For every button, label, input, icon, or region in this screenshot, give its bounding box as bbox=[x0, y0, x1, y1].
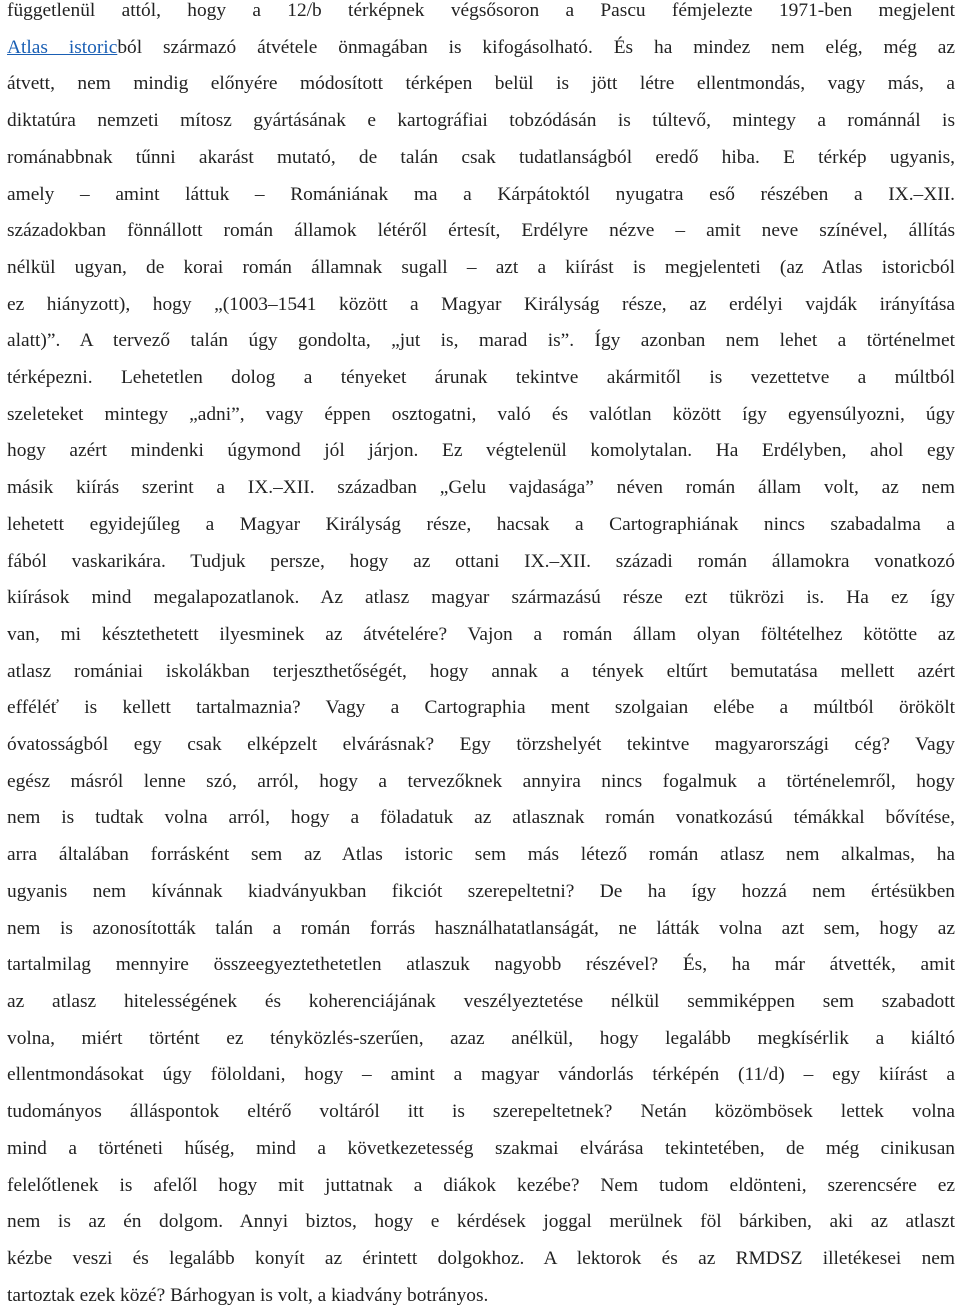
text-line: ellentmondásokat úgy föloldani, hogy – amint a magyar vándorlás térképén (11/d) – egy kiírást a bbox=[7, 1064, 955, 1086]
text-line: ugyanis nem kívánnak kiadványukban fikciót szerepeltetni? De ha így hozzá nem értésükben bbox=[7, 880, 955, 902]
text-line: amely – amint láttuk – Romániának ma a Kárpátoktól nyugatra eső részében a IX.–XII. bbox=[7, 183, 955, 205]
atlas-istoric-link[interactable]: Atlas istoric bbox=[7, 36, 118, 58]
text-line: atlasz romániai iskolákban terjeszthetőségét, hogy annak a tények eltűrt bemutatása mellett azért bbox=[7, 660, 955, 682]
text-line: mind a történeti hűség, mind a következetesség szakmai elvárása tekintetében, de még cinikusan bbox=[7, 1137, 955, 1159]
text-line-last: tartoztak ezek közé? Bárhogyan is volt, a kiadvány botrányos. bbox=[7, 1284, 489, 1306]
text-line: tudományos álláspontok eltérő voltáról itt is szerepeltetnek? Netán közömbösek lettek volna bbox=[7, 1101, 955, 1123]
text-line: nem is tudtak volna arról, hogy a föladatuk az atlasznak román vonatkozású témákkal bővítése, bbox=[7, 807, 955, 829]
text-line: nem is azonosították talán a román forrás használhatatlanságát, ne látták volna azt sem, hogy az bbox=[7, 917, 955, 939]
text-line: századokban fönnállott román államok létéről értesít, Erdélyre nézve – amit neve színével, állítás bbox=[7, 220, 955, 242]
text-line: van, mi késztethetett ilyesminek az átvételére? Vajon a román állam olyan föltételhez kötötte az bbox=[7, 623, 955, 645]
text-line: kiírások mind megalapozatlanok. Az atlasz magyar származású része ezt tükrözi is. Ha ez így bbox=[7, 587, 955, 609]
text-line: efféléť is kellett tartalmaznia? Vagy a Cartographia ment szolgaian elébe a múltból örökölt bbox=[7, 697, 955, 719]
text-line: nem is az én dolgom. Annyi biztos, hogy e kérdések joggal merülnek föl bárkiben, aki az atlaszt bbox=[7, 1211, 955, 1233]
text-line: hogy azért mindenki úgymond jól járjon. Ez végtelenül komolytalan. Ha Erdélyben, ahol egy bbox=[7, 440, 955, 462]
text-line: óvatosságból egy csak elképzelt elvárásnak? Egy törzshelyét tekintve magyarországi cég? Vagy bbox=[7, 734, 955, 756]
text-line: egész másról lenne szó, arról, hogy a tervezőknek annyira nincs fogalmuk a történelemről, hogy bbox=[7, 770, 955, 792]
text-line: alatt)”. A tervező talán úgy gondolta, „jut is, marad is”. Így azonban nem lehet a történelmet bbox=[7, 330, 955, 352]
text-line: románabbnak tűnni akarást mutató, de talán csak tudatlanságból eredő hiba. E térkép ugyanis, bbox=[7, 146, 955, 168]
text-line: szeleteket mintegy „adni”, vagy éppen osztogatni, való és valótlan között így egyensúlyozni, úgy bbox=[7, 403, 955, 425]
text-line: arra általában forrásként sem az Atlas istoric sem más létező román atlasz nem alkalmas, ha bbox=[7, 844, 955, 866]
text-line: átvett, nem mindig előnyére módosított térképen belül is jött létre ellentmondás, vagy más, a bbox=[7, 73, 955, 95]
text-line: tartalmilag mennyire összeegyeztethetetlen atlaszuk nagyobb részével? És, ha már átvették, amit bbox=[7, 954, 955, 976]
text-line: felelőtlenek is afelől hogy mit juttatnak a diákok kezébe? Nem tudom eldönteni, szerencsére ez bbox=[7, 1174, 955, 1196]
text-line: másik kiírás szerint a IX.–XII. században „Gelu vajdasága” néven román állam volt, az nem bbox=[7, 477, 955, 499]
text-line-rest: ból származó átvétele önmagában is kifogásolható. És ha mindez nem elég, még az bbox=[117, 36, 956, 58]
text-line: fából vaskarikára. Tudjuk persze, hogy az ottani IX.–XII. századi román államokra vonatkozó bbox=[7, 550, 955, 572]
text-line: az atlasz hitelességének és koherenciájának veszélyeztetése nélkül semmiképpen sem szabadott bbox=[7, 990, 955, 1012]
text-line: kézbe veszi és legalább konyít az érintett dolgokhoz. A lektorok és az RMDSZ illetékesei nem bbox=[7, 1247, 955, 1269]
text-line: volna, miért történt ez tényközlés-szerűen, azaz anélkül, hogy legalább megkísérlik a kiáltó bbox=[7, 1027, 955, 1049]
text-line: diktatúra nemzeti mítosz gyártásának e kartográfiai tobzódásán is túltevő, mintegy a románnál is bbox=[7, 110, 955, 132]
text-line: függetlenül attól, hogy a 12/b térképnek végsősoron a Pascu fémjelezte 1971-ben megjelent bbox=[7, 0, 955, 21]
document-body bbox=[7, 0, 955, 1314]
text-line: térképezni. Lehetetlen dolog a tényeket árunak tekintve akármitől is vezettetve a múltból bbox=[7, 367, 955, 389]
text-line bbox=[7, 30, 955, 67]
text-line: nélkül ugyan, de korai román államnak sugall – azt a kiírást is megjelenteti (az Atlas istoricból bbox=[7, 256, 955, 278]
text-line: ez hiányzott), hogy „(1003–1541 között a Magyar Királyság része, az erdélyi vajdák irányítása bbox=[7, 293, 955, 315]
text-line: lehetett egyidejűleg a Magyar Királyság része, hacsak a Cartographiának nincs szabadalma a bbox=[7, 513, 955, 535]
